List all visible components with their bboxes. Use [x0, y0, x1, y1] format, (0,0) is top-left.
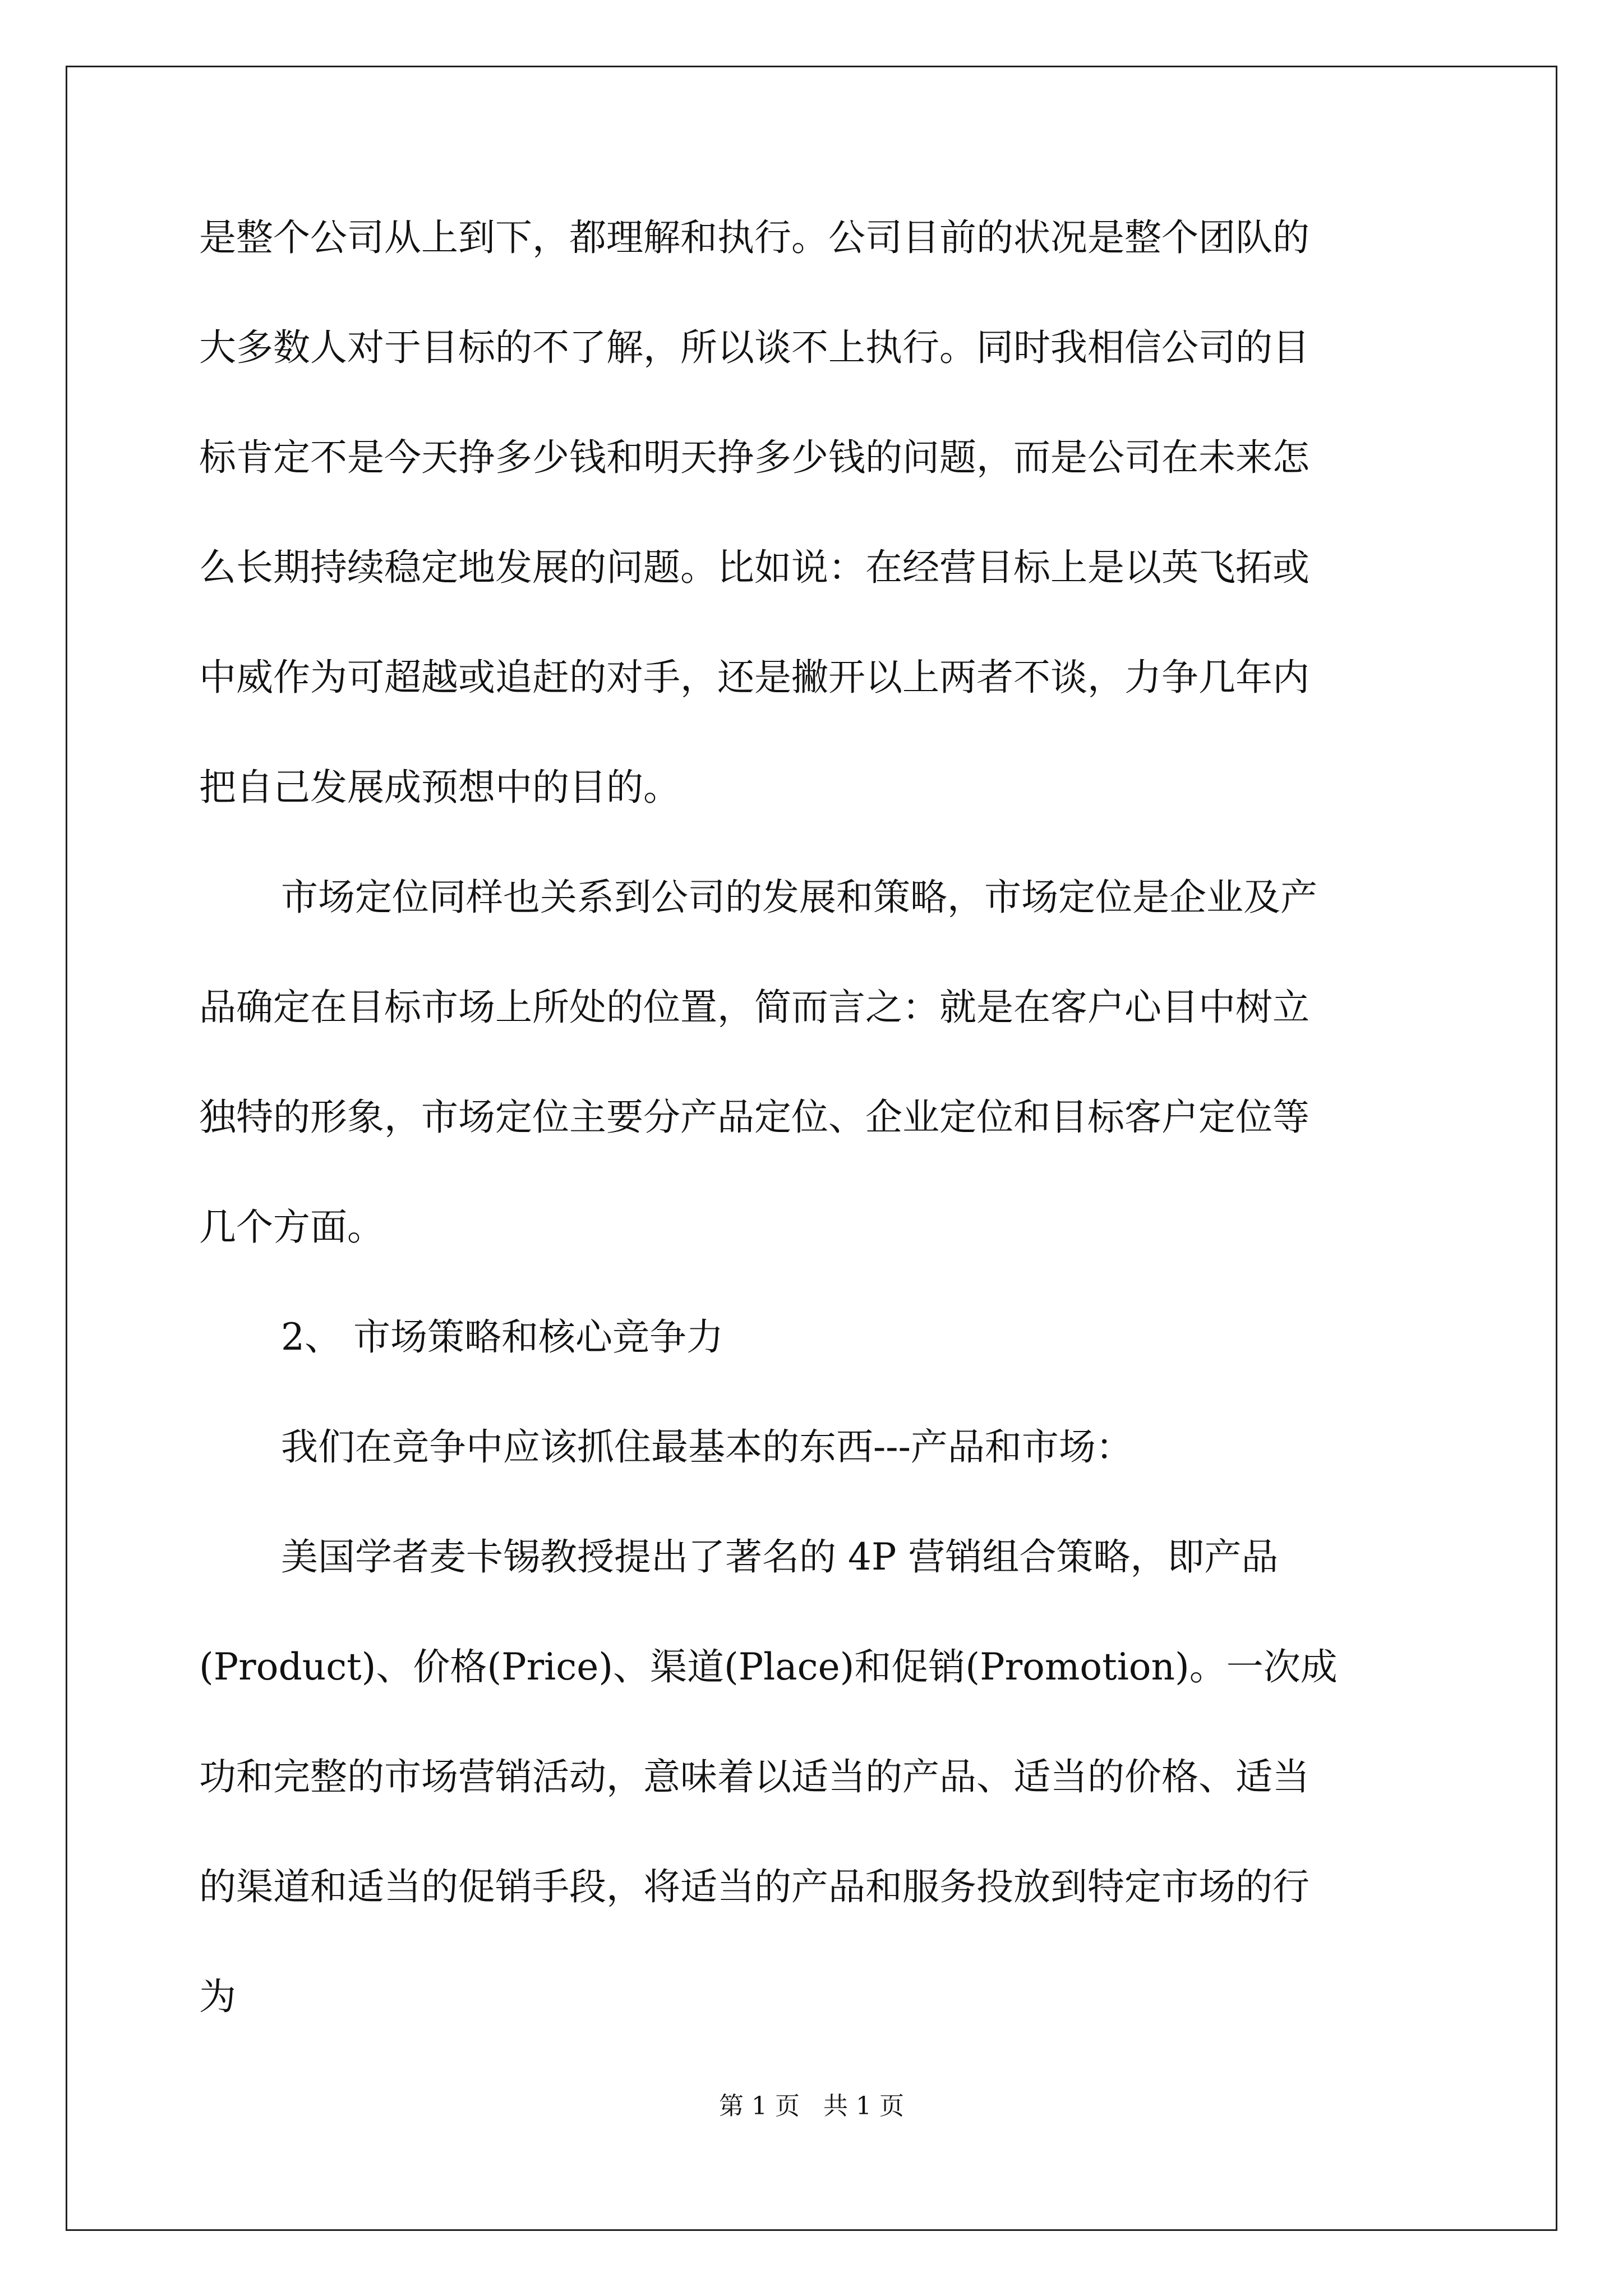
- text-line: 大多数人对于目标的不了解，所以谈不上执行。同时我相信公司的目: [199, 326, 1310, 369]
- text-line: 的渠道和适当的促销手段，将适当的产品和服务投放到特定市场的行: [199, 1865, 1310, 1908]
- text-line: (Product)、价格(Price)、渠道(Place)和促销(Promotion)。一次成: [199, 1645, 1338, 1688]
- section-heading: 2、 市场策略和核心竞争力: [281, 1315, 723, 1359]
- paragraph-first-line: 美国学者麦卡锡教授提出了著名的 4P 营销组合策略，即产品: [281, 1535, 1279, 1579]
- text-line: 标肯定不是今天挣多少钱和明天挣多少钱的问题，而是公司在未来怎: [199, 436, 1310, 479]
- page-number-footer: 第 1 页 共 1 页: [719, 2092, 904, 2120]
- text-line: 把自己发展成预想中的目的。: [199, 766, 680, 809]
- text-line: 功和完整的市场营销活动，意味着以适当的产品、适当的价格、适当: [199, 1755, 1310, 1798]
- document-body: [199, 213, 1427, 2082]
- text-line: 为: [199, 1975, 236, 2018]
- text-line: 中威作为可超越或追赶的对手，还是撇开以上两者不谈，力争几年内: [199, 656, 1310, 699]
- paragraph-first-line: 我们在竞争中应该抓住最基本的东西---产品和市场：: [281, 1425, 1133, 1469]
- text-line: 品确定在目标市场上所处的位置，简而言之：就是在客户心目中树立: [199, 986, 1310, 1029]
- text-line: 么长期持续稳定地发展的问题。比如说：在经营目标上是以英飞拓或: [199, 546, 1310, 589]
- paragraph-first-line: 市场定位同样也关系到公司的发展和策略，市场定位是企业及产: [281, 876, 1317, 919]
- text-line: 独特的形象，市场定位主要分产品定位、企业定位和目标客户定位等: [199, 1096, 1310, 1139]
- text-line: 几个方面。: [199, 1205, 384, 1249]
- text-line: 是整个公司从上到下，都理解和执行。公司目前的状况是整个团队的: [199, 216, 1310, 259]
